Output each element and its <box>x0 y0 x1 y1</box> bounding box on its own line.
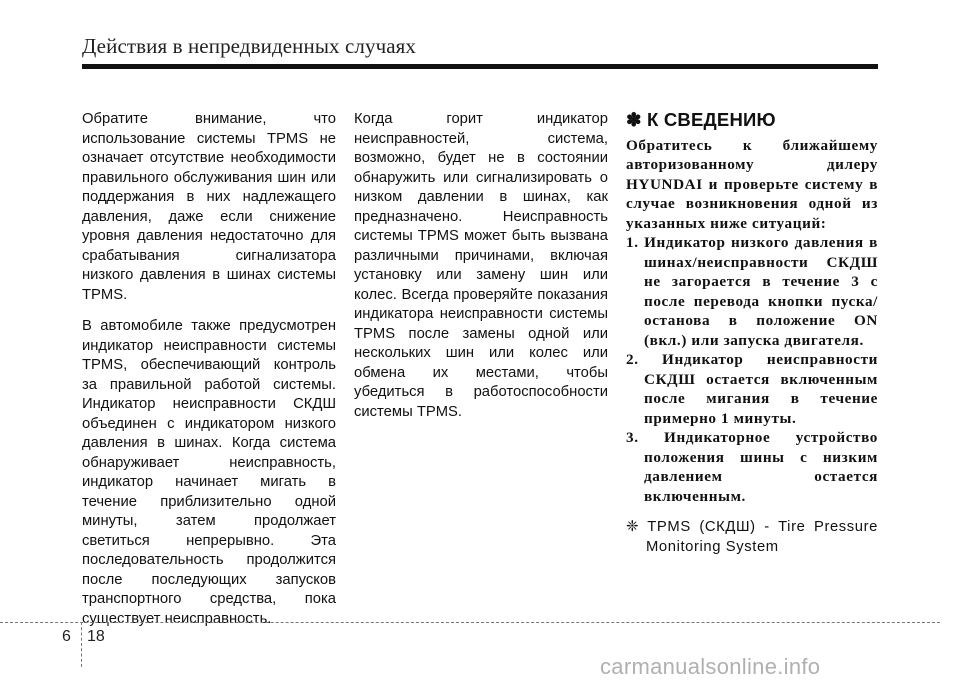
note-title: ✽ К СВЕДЕНИЮ <box>626 109 776 130</box>
note-list <box>626 233 878 506</box>
note-list-item: 2. Индикатор неисправности СКДШ остается включенным после мигания в течение примерно 1 минуты. <box>626 351 878 427</box>
footer-divider <box>81 622 82 667</box>
note-intro: Обратитесь к ближайшему авторизованному дилеру HYUNDAI и проверьте систему в случае возникновения одной из указанных ниже ситуаций: <box>626 136 878 232</box>
paragraph: Когда горит индикатор неисправностей, система, возможно, будет не в состоянии обнаружить или сигнализировать о низком давлении в шинах, как предназначено. Неисправность системы TPMS может быть вызвана различными причинами, включая установку или замену шин или колес. Всегда проверяйте показания индикатора неисправности системы TPMS после замены одной или нескольких шин или колес или обмена их местами, чтобы убедиться в работоспособности системы TPMS. <box>354 111 608 420</box>
note-section <box>626 110 878 557</box>
chapter-number: 6 <box>62 628 71 645</box>
paragraph: Обратите внимание, что использование системы TPMS не означает отсутствие необходимости правильного обслуживания шин или поддержания в них надлежащего давления, даже если снижение уровня давления недостаточно для срабатывания сигнализатора низкого давления в шинах системы TPMS. <box>82 111 336 303</box>
column-left <box>82 110 336 641</box>
note-list-item: 3. Индикаторное устройство положения шины с низким давлением остается включенным. <box>626 429 878 505</box>
column-middle <box>354 110 608 434</box>
page-number: 18 <box>87 628 105 645</box>
footnote-line <box>626 518 878 557</box>
footer-rule <box>0 622 940 623</box>
note-list-item: 1. Индикатор низкого давления в шинах/неисправности СКДШ не загорается в течение 3 с после перевода кнопки пуска/останова в положение ON (вкл.) или запуска двигателя. <box>626 234 878 349</box>
paragraph: В автомобиле также предусмотрен индикатор неисправности системы TPMS, обеспечивающий контроль за правильной работой системы. Индикатор неисправности СКДШ объединен с индикатором низкого давления в шинах. Когда система обнаруживает неисправность, индикатор начинает мигать в течение приблизительно одной минуты, затем продолжает светиться непрерывно. Эта последовательность продолжится после последующих запусков транспортного средства, пока существует неисправность. <box>82 318 336 627</box>
footnote-text: TPMS (СКДШ) - Tire Pressure Monitoring System <box>646 519 878 555</box>
note-body <box>626 136 878 558</box>
header-rule <box>82 64 878 69</box>
page-header-title: Действия в непредвиденных случаях <box>82 34 417 58</box>
footnote <box>626 518 878 557</box>
footnote-symbol-icon: ❈ <box>626 519 639 535</box>
watermark: carmanualsonline.info <box>600 654 821 679</box>
